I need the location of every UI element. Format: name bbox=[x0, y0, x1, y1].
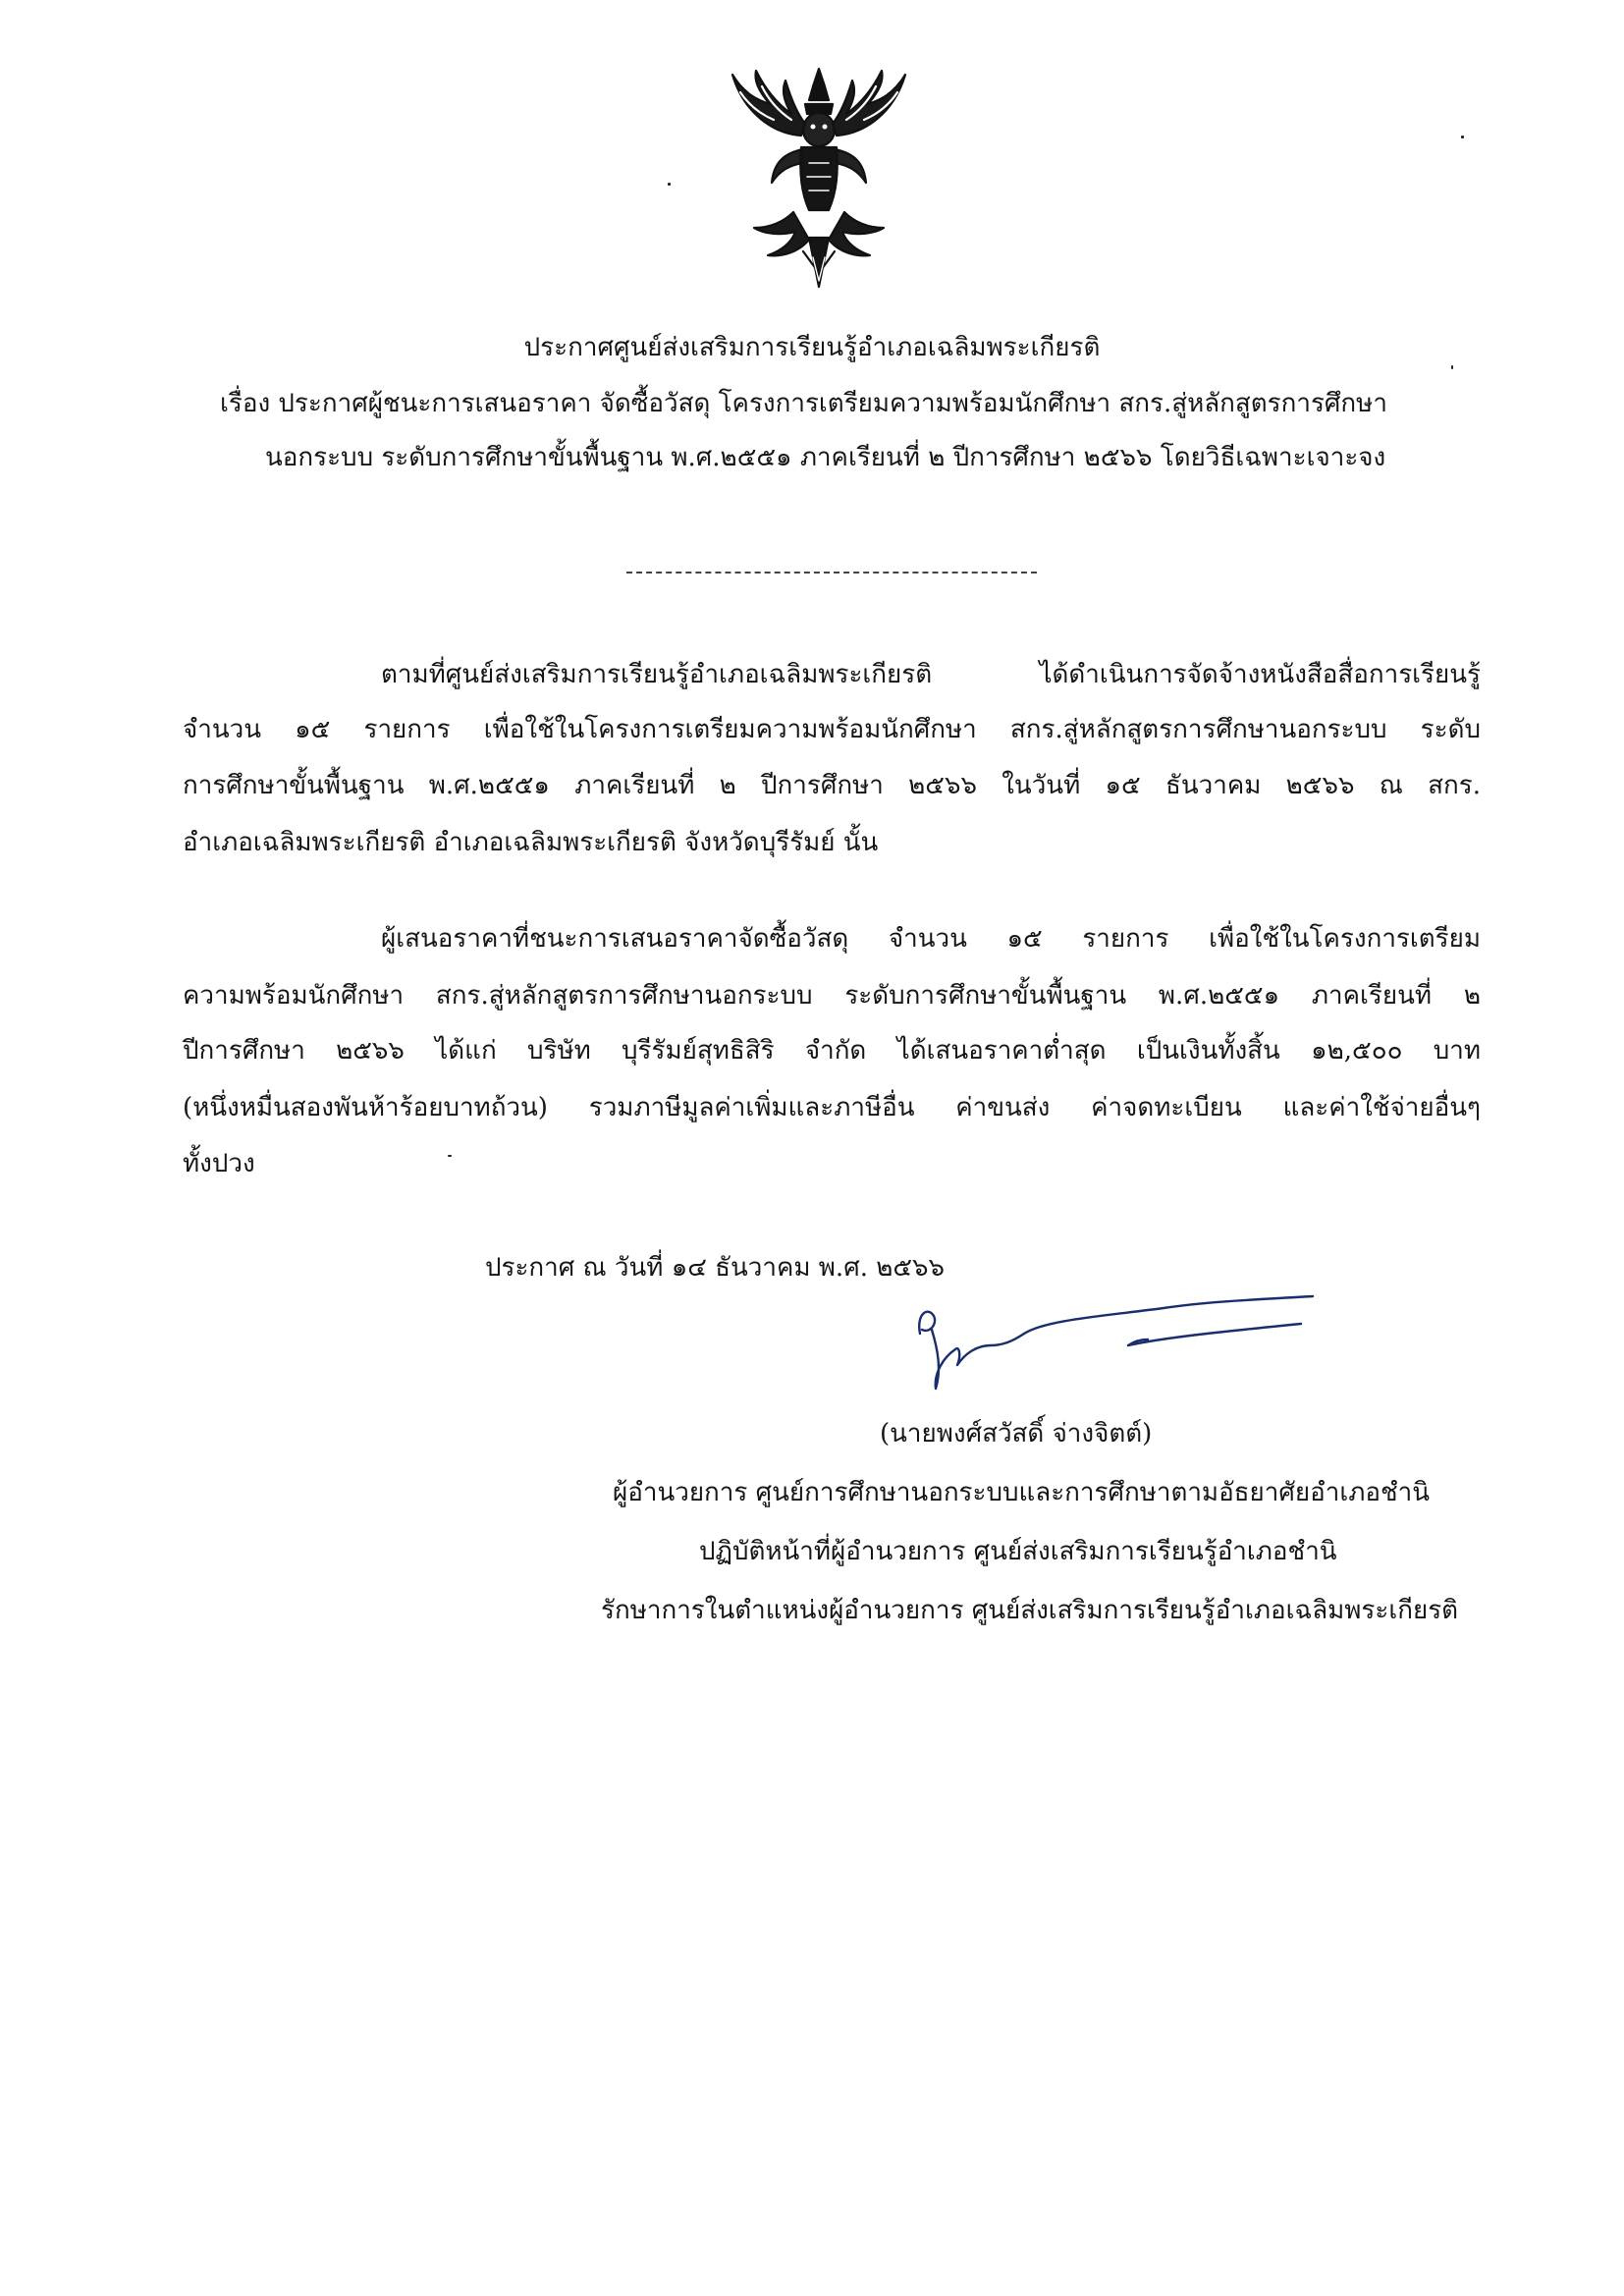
subject-line-2: นอกระบบ ระดับการศึกษาขั้นพื้นฐาน พ.ศ.๒๕๕๑ ภาคเรียนที่ ๒ ปีการศึกษา ๒๕๖๖ โดยวิธีเฉพาะเจาะจง bbox=[265, 443, 1386, 472]
scan-speck bbox=[448, 1155, 452, 1157]
header-separator bbox=[626, 572, 1037, 574]
handwritten-signature bbox=[908, 1294, 1321, 1402]
signatory-position-3: รักษาการในตำแหน่งผู้อำนวยการ ศูนย์ส่งเสริมการเรียนรู้อำเภอเฉลิมพระเกียรติ bbox=[601, 1596, 1459, 1625]
paragraph-2-line-1: ผู้เสนอราคาที่ชนะการเสนอราคาจัดซื้อวัสดุ จำนวน ๑๕ รายการ เพื่อใช้ในโครงการเตรียม bbox=[381, 924, 1481, 954]
subject-line-1: เรื่อง ประกาศผู้ชนะการเสนอราคา จัดซื้อวัสดุ โครงการเตรียมความพร้อมนักศึกษา สกร.สู่หลักสูตรการศึกษา bbox=[220, 389, 1387, 418]
garuda-emblem-icon bbox=[715, 65, 923, 293]
paragraph-1-line-4: อำเภอเฉลิมพระเกียรติ อำเภอเฉลิมพระเกียรติ จังหวัดบุรีรัมย์ นั้น bbox=[183, 828, 879, 857]
paragraph-2-line-2: ความพร้อมนักศึกษา สกร.สู่หลักสูตรการศึกษานอกระบบ ระดับการศึกษาขั้นพื้นฐาน พ.ศ.๒๕๕๑ ภาคเรียนที่ ๒ bbox=[183, 981, 1481, 1011]
paragraph-2-line-3: ปีการศึกษา ๒๕๖๖ ได้แก่ บริษัท บุรีรัมย์สุทธิสิริ จำกัด ได้เสนอราคาต่ำสุด เป็นเงินทั้งสิ้น ๑๒,๕๐๐ บาท bbox=[183, 1036, 1481, 1066]
paragraph-1-line-2: จำนวน ๑๕ รายการ เพื่อใช้ในโครงการเตรียมความพร้อมนักศึกษา สกร.สู่หลักสูตรการศึกษานอกระบบ ระดับ bbox=[183, 715, 1481, 744]
document-title: ประกาศศูนย์ส่งเสริมการเรียนรู้อำเภอเฉลิมพระเกียรติ bbox=[523, 333, 1101, 362]
signatory-name: (นายพงศ์สวัสดิ์ จ่างจิตต์) bbox=[880, 1419, 1153, 1449]
paragraph-1-line-1: ตามที่ศูนย์ส่งเสริมการเรียนรู้อำเภอเฉลิมพระเกียรติ ได้ดำเนินการจัดจ้างหนังสือสื่อการเรียนรู้ bbox=[381, 660, 1481, 689]
scan-speck bbox=[1451, 365, 1453, 369]
signatory-position-2: ปฏิบัติหน้าที่ผู้อำนวยการ ศูนย์ส่งเสริมการเรียนรู้อำเภอชำนิ bbox=[699, 1537, 1337, 1566]
paragraph-1-line-3: การศึกษาขั้นพื้นฐาน พ.ศ.๒๕๕๑ ภาคเรียนที่ ๒ ปีการศึกษา ๒๕๖๖ ในวันที่ ๑๕ ธันวาคม ๒๕๖๖ ณ สกร. bbox=[183, 771, 1481, 800]
signatory-position-1: ผู้อำนวยการ ศูนย์การศึกษานอกระบบและการศึกษาตามอัธยาศัยอำเภอชำนิ bbox=[613, 1478, 1430, 1507]
scan-speck bbox=[1461, 136, 1464, 138]
scan-speck bbox=[668, 183, 671, 186]
announcement-date: ประกาศ ณ วันที่ ๑๔ ธันวาคม พ.ศ. ๒๕๖๖ bbox=[485, 1253, 946, 1283]
paragraph-2-line-4: (หนึ่งหมื่นสองพันห้าร้อยบาทถ้วน) รวมภาษีมูลค่าเพิ่มและภาษีอื่น ค่าขนส่ง ค่าจดทะเบียน และค่าใช้จ่ายอื่นๆ bbox=[183, 1093, 1481, 1122]
paragraph-2-line-5: ทั้งปวง bbox=[183, 1149, 255, 1178]
